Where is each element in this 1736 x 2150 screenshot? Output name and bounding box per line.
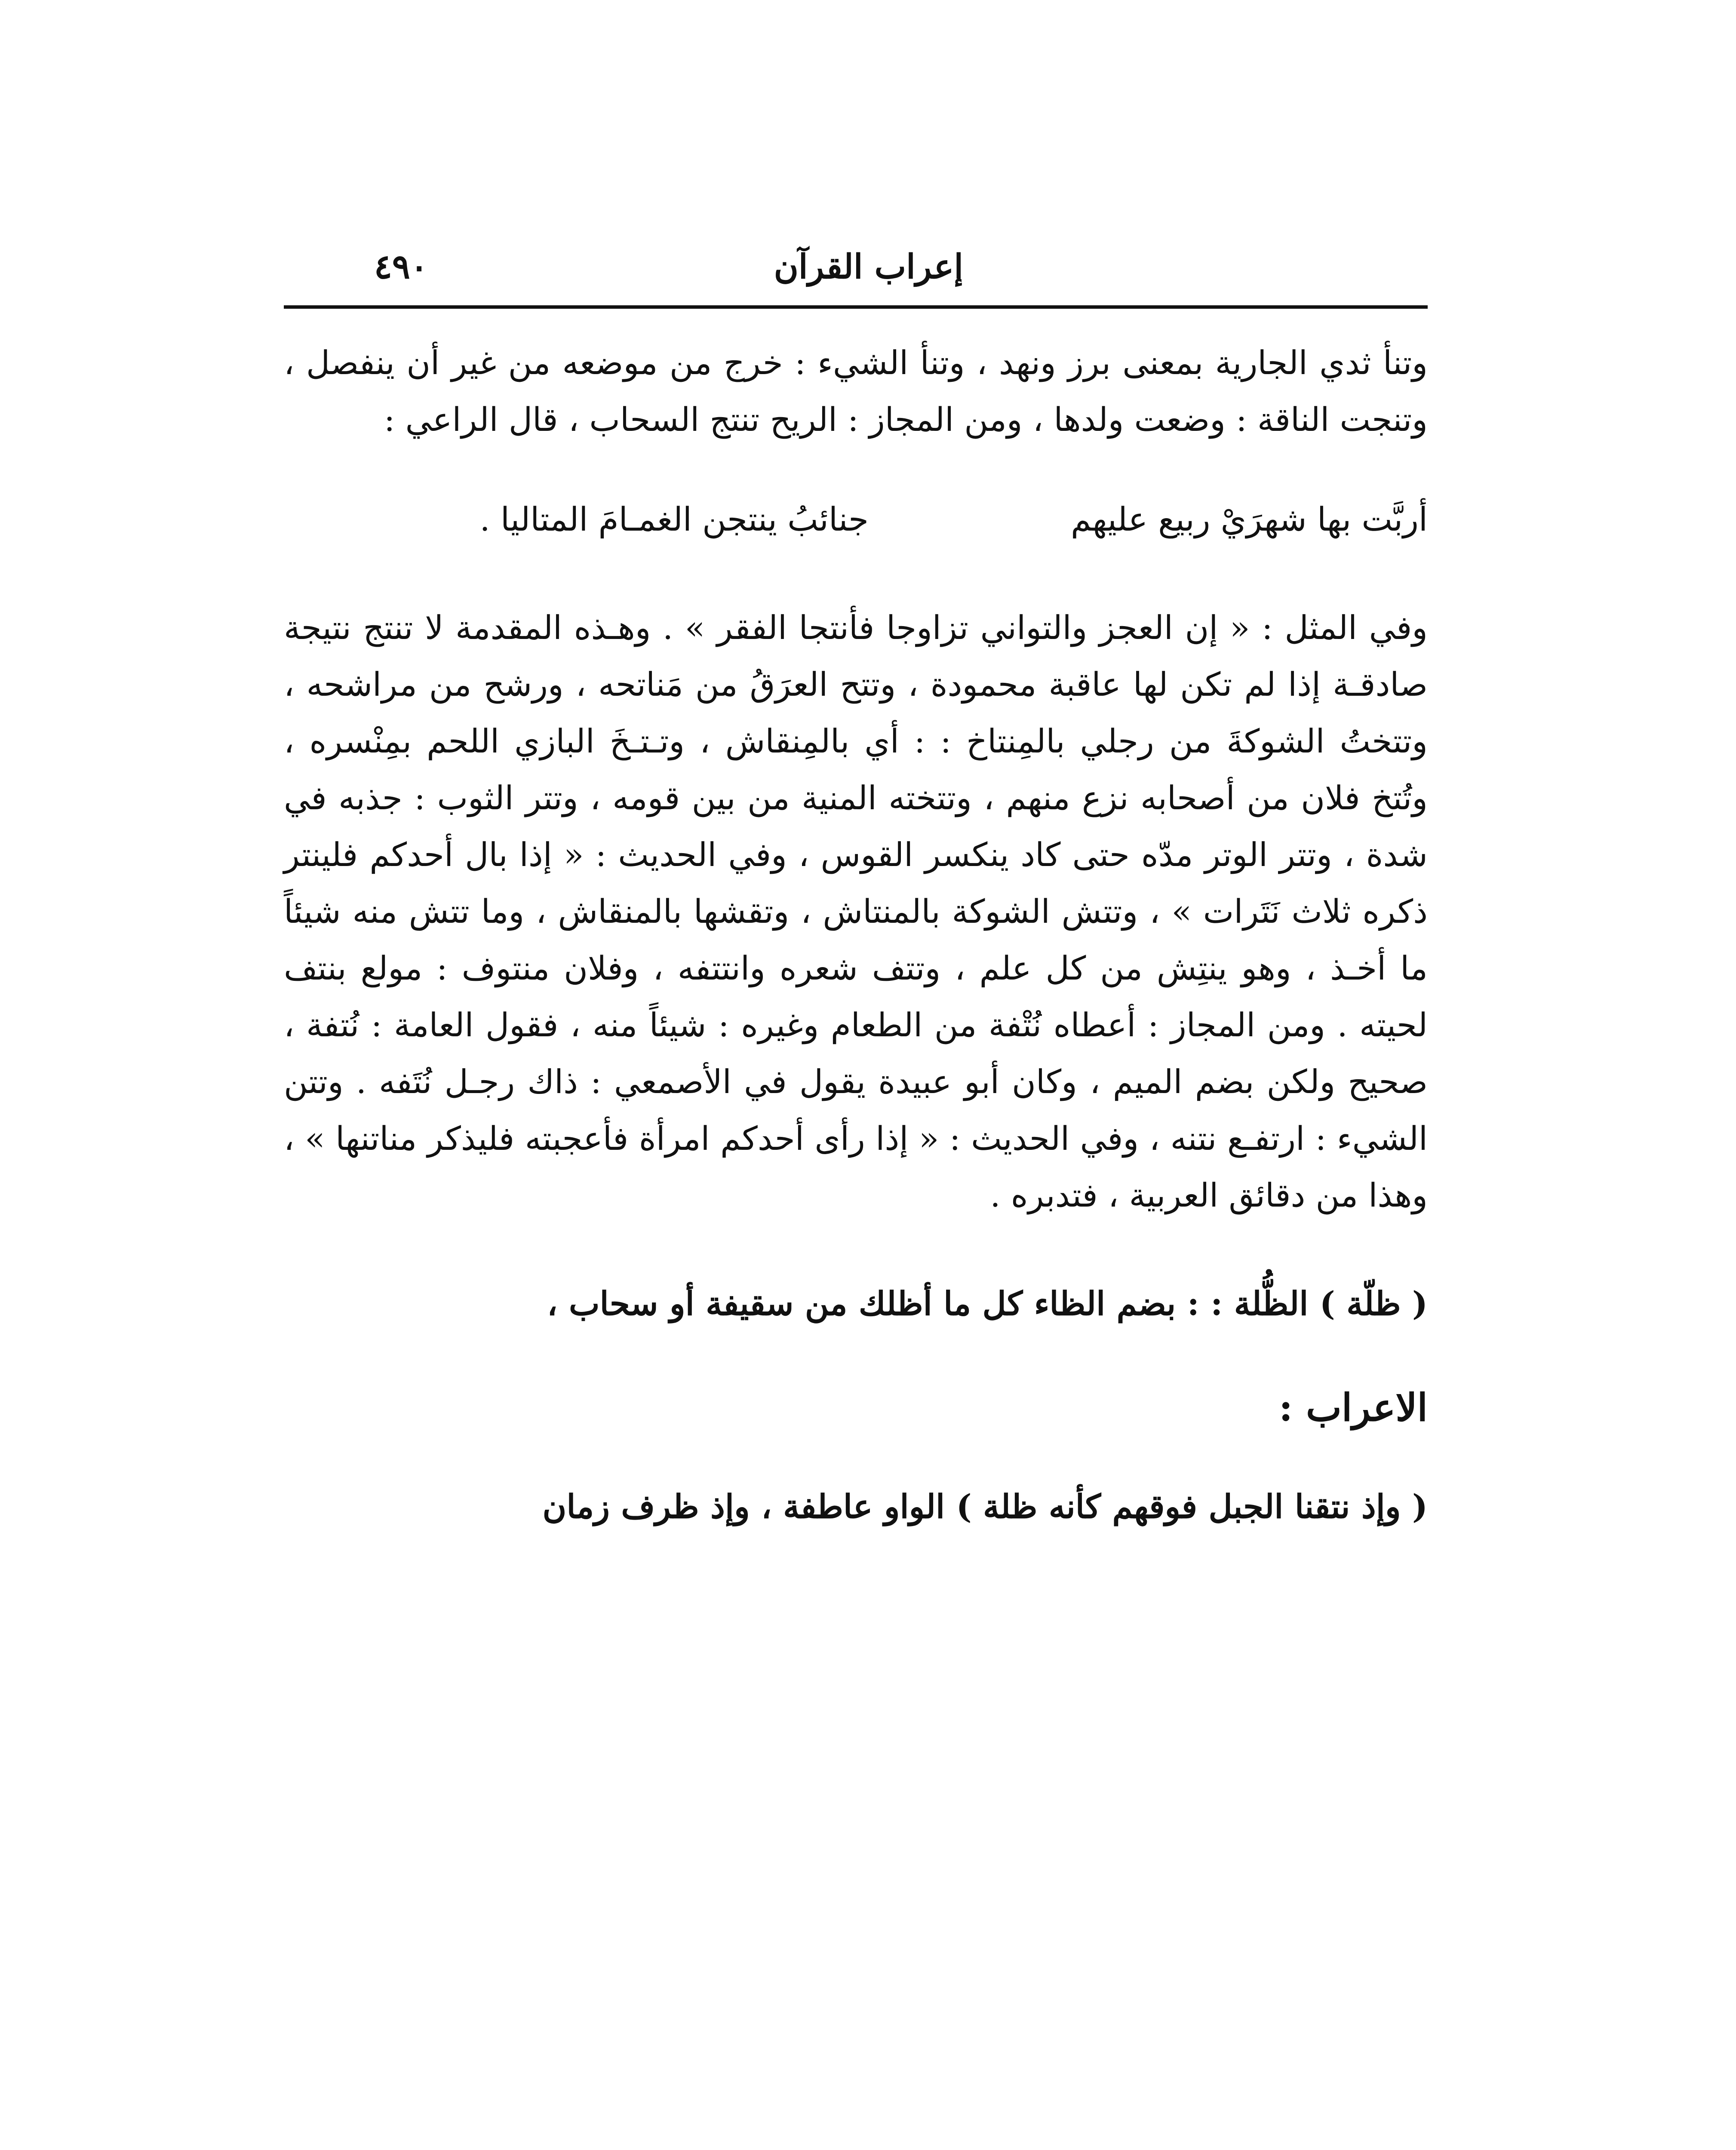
paragraph-1: وتنأ ثدي الجارية بمعنى برز ونهد ، وتنأ الشيء : خرج من موضعه من غير أن ينفصل ، وتنجت الناقة : وضعت ولدها ، ومن المجاز : الريح تنتج السحاب ، قال الراعي : [284, 344, 1428, 439]
paragraph-4: ( وإذ نتقنا الجبل فوقهم كأنه ظلة ) الواو عاطفة ، وإذ ظرف زمان [542, 1487, 1428, 1526]
section-heading: الاعراب : [1278, 1385, 1428, 1430]
page-header [284, 224, 1428, 309]
paragraph-3: ( ظلّة ) الظُّلة : : بضم الظاء كل ما أظلك من سقيفة أو سحاب ، [547, 1284, 1428, 1323]
paragraph-2: وفي المثل : « إن العجز والتواني تزاوجا فأنتجا الفقر » . وهـذه المقدمة لا تنتج نتيجة صادقـة إذا لم تكن لها عاقبة محمودة ، وتتح العرَقُ من مَناتحه ، ورشح من مراشحه ، وتتختُ الشوكةَ من رجلي بالمِنتاخ : : أي بالمِنقاش ، وتـتـخَ البازي اللحم بمِنْسره ، وتُتخ فلان من أصحابه نزع منهم ، وتتخته المنية من بين قومه ، وتتر الثوب : جذبه في شدة ، وتتر الوتر مدّه حتى كاد ينكسر القوس ، وفي الحديث : « إذا بال أحدكم فلينتر ذكره ثلاث نَتَرات » ، وتتش الشوكة بالمنتاش ، وتقشها بالمنقاش ، وما تتش منه شيئاً ما أخـذ ، وهو ينتِش من كل علم ، وتتف شعره وانتتفه ، وفلان منتوف : مولع بنتف لحيته . ومن المجاز : أعطاه نُتْفة من الطعام وغيره : شيئاً منه ، فقول العامة : نُتفة ، صحيح ولكن بضم الميم ، وكان أبو عبيدة يقول في الأصمعي : ذاك رجـل نُتَفه . وتتن الشيء : ارتفـع نتنه ، وفي الحديث : « إذا رأى أحدكم امرأة فأعجبته فليذكر مناتنها » ، وهذا من دقائق العربية ، فتدبره . [284, 608, 1428, 1214]
book-page [284, 224, 1428, 2150]
page-number: ٤٩٠ [374, 247, 428, 286]
poetry-verse [284, 491, 1428, 548]
book-title: إعراب القرآن [774, 247, 963, 286]
verse-second-hemistich: جنائبُ ينتجن الغمـامَ المتاليا . [479, 500, 869, 538]
verse-first-hemistich: أربَّت بها شهرَيْ ربيع عليهم [1071, 500, 1428, 538]
